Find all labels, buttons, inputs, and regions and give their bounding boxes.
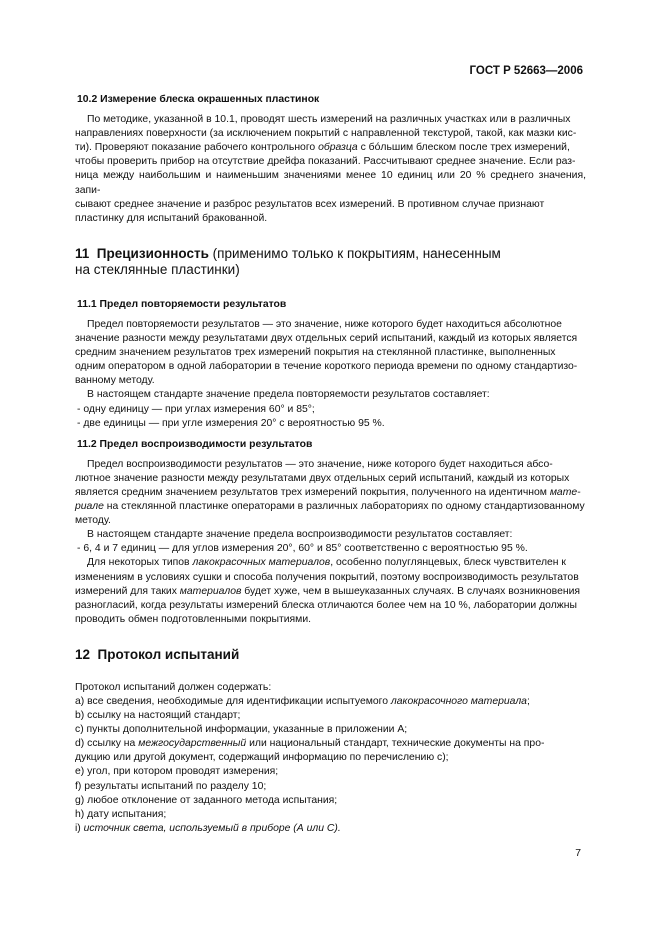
text-line: одним оператором в одной лаборатории в течение короткого периода времени по одному стандартизо- [75,361,578,373]
protocol-list-item: с) пункты дополнительной информации, указанные в приложении А; [75,724,408,736]
text-line: Протокол испытаний должен содержать: [75,681,272,693]
standard-code: ГОСТ Р 52663—2006 [469,65,583,77]
text-line: изменениям в условиях сушки и способа получения покрытий, поэтому воспроизводимость результатов [75,571,579,583]
section-12-title: 12 Протокол испытаний [75,646,240,662]
text-line: По методике, указанной в 10.1, проводят шесть измерений на различных участках или в различных [87,114,571,126]
text-line: лютное значение разности между результатами двух отдельных серий испытаний, каждый из которых [75,472,570,484]
subsection-11-2-body [75,458,586,627]
italic-term: мате- [549,486,581,498]
text-line: значение разности между результатами двух отдельных серий испытаний, каждый из которых является [75,333,578,345]
protocol-list-item: а) все сведения, необходимые для идентификации испытуемого лакокрасочного материала; [75,696,530,707]
text-line: пластинку для испытаний бракованной. [75,212,268,224]
text-line: ница между наибольшим и наименьшим значениями менее 10 единиц или 20 % среднего значения, запи- [75,170,586,196]
protocol-list-item: b) ссылку на настоящий стандарт; [75,710,241,722]
italic-term: источник света, используемый в приборе (А или С). [83,822,341,834]
italic-term: лакокрасочного материала [390,696,527,707]
text-line: Для некоторых типов лакокрасочных материалов, особенно полуглянцевых, блеск чувствителен к [87,557,566,569]
text-line: сывают среднее значение и разброс результатов всех измерений. В противном случае признают [75,198,545,210]
list-dash-item: - 6, 4 и 7 единиц — для углов измерения 20°, 60° и 85° соответственно с вероятностью 95 %. [77,543,528,555]
protocol-list [75,695,586,836]
page-number: 7 [575,848,581,859]
text-line: Предел повторяемости результатов — это значение, ниже которого будет находиться абсолютное [87,318,562,330]
subsection-11-2-title: 11.2 Предел воспроизводимости результатов [77,438,313,450]
italic-term: материалов [179,585,242,597]
protocol-list-item: h) дату испытания; [75,808,167,820]
text-line: В настоящем стандарте значение предела воспроизводимости результатов составляет: [87,529,513,541]
list-dash-item: - одну единицу — при углах измерения 60° и 85°; [77,403,315,415]
protocol-list-item: i) источник света, используемый в приборе (А или С). [75,822,341,834]
text-line: средним значением результатов трех измерений покрытия на стеклянной пластинке, выполненных [75,347,556,359]
subsection-10-2-body [75,113,586,226]
section-11-title-line2: на стеклянные пластинки) [75,261,240,277]
italic-term: образца [318,142,358,154]
text-line: ти). Проверяют показание рабочего контрольного образца с бо́льшим блеском после трех измерений, [75,142,570,154]
protocol-list-item: d) ссылку на межгосударственный или национальный стандарт, технические документы на про- [75,738,545,750]
text-line: направлениях поверхности (за исключением покрытий с направленной текстурой, такой, как мазки кис- [75,128,577,140]
text-line: измерений для таких материалов будет хуже, чем в вышеуказанных случаях. В случаях возникновения [75,585,581,597]
text-line: ванному методу. [75,375,155,387]
text-line: разногласий, когда результаты измерений блеска отличаются более чем на 10 %, лаборатории должны [75,599,577,611]
section-11-title: 11 Прецизионность (применимо только к покрытиям, нанесенным [75,245,501,261]
protocol-list-item: дукцию или другой документ, содержащий информацию по перечислению с); [75,752,449,764]
text-line: методу. [75,515,111,527]
text-line: Предел воспроизводимости результатов — это значение, ниже которого будет находиться абсо- [87,458,553,470]
subsection-10-2-title: 10.2 Измерение блеска окрашенных пластинок [77,94,320,105]
text-line: риале на стеклянной пластинке операторами в различных лабораториях по одному стандартизованному [75,501,585,513]
section-12-body [75,681,586,836]
subsection-11-1-body [75,318,586,431]
protocol-list-item: f) результаты испытаний по разделу 10; [75,780,267,792]
italic-term: межгосударственный [138,738,247,750]
protocol-list-item: g) любое отклонение от заданного метода испытания; [75,794,338,806]
italic-term: лакокрасочных материалов [192,557,331,569]
text-line: является средним значением результатов трех измерений покрытия, полученного на идентичном мате- [75,486,581,498]
text-line: проводить обмен подготовленными покрытиями. [75,613,312,625]
subsection-11-1-title: 11.1 Предел повторяемости результатов [77,298,287,310]
text-line: В настоящем стандарте значение предела повторяемости результатов составляет: [87,389,490,401]
page-content [75,93,586,836]
list-dash-item: - две единицы — при угле измерения 20° с вероятностью 95 %. [77,417,385,429]
text-line: чтобы проверить прибор на отсутствие дрейфа показаний. Рассчитывают среднее значение. Если раз- [75,156,576,168]
italic-term: риале [75,501,104,513]
protocol-list-item: е) угол, при котором проводят измерения; [75,766,279,778]
